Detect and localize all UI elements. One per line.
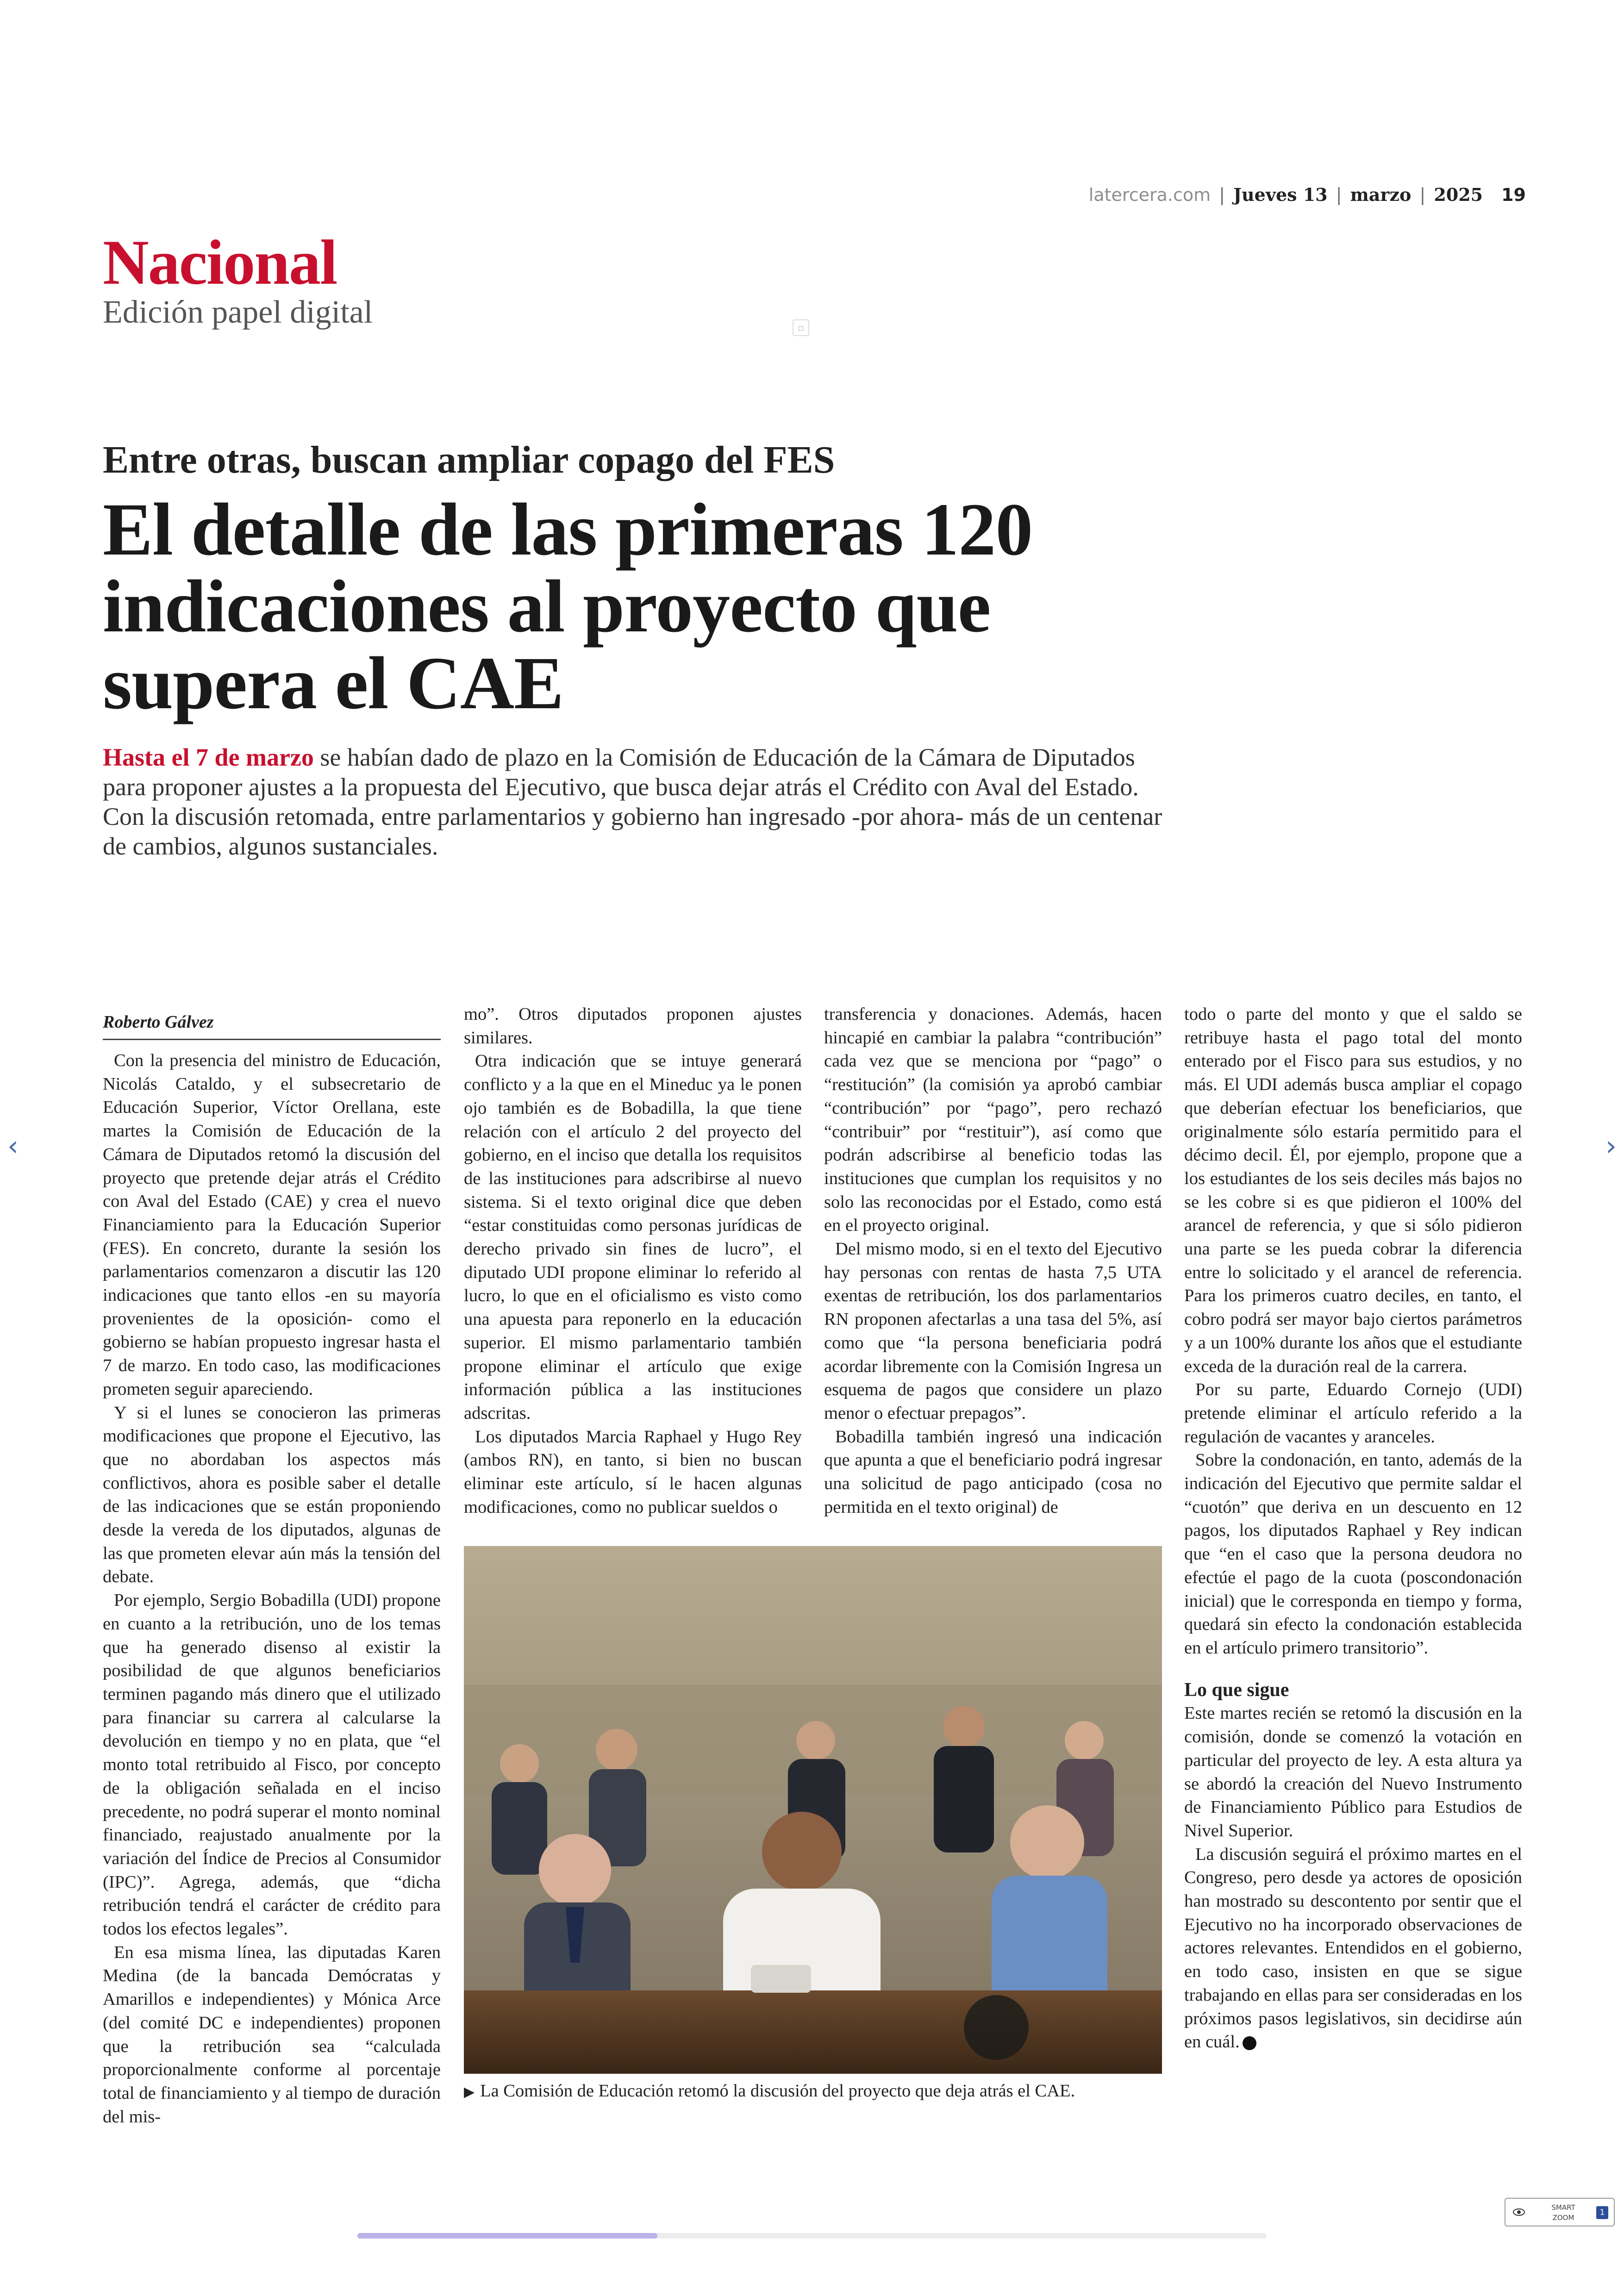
paragraph: mo”. Otros diputados proponen ajustes similares. — [464, 1004, 802, 1048]
page-number: 19 — [1501, 185, 1526, 205]
committee-meeting-photo — [464, 1546, 1162, 2074]
smart-zoom-button[interactable] — [1505, 2198, 1615, 2226]
image-placeholder-icon: ▫ — [793, 319, 809, 336]
article-kicker: Entre otras, buscan ampliar copago del FES — [103, 438, 835, 481]
paragraph: Este martes recién se retomó la discusión en la comisión, donde se comenzó la votación en particular del proyecto de ley. A esta altura ya se abordó la creación del Nuevo Instrumento de Financiamiento Público para Estudios de Nivel Superior. — [1184, 1703, 1522, 1840]
previous-page-button[interactable]: ‹ — [7, 1130, 19, 1162]
caption-text: La Comisión de Educación retomó la discusión del proyecto que deja atrás el CAE. — [480, 2081, 1075, 2101]
scroll-progress-bar[interactable] — [357, 2233, 1267, 2239]
next-page-button[interactable]: › — [1605, 1130, 1617, 1162]
lede-highlight: Hasta el 7 de marzo — [103, 743, 314, 771]
section-subtitle: Edición papel digital — [103, 294, 373, 330]
paragraph: Los diputados Marcia Raphael y Hugo Rey (ambos RN), en tanto, si bien no buscan eliminar este artículo, sí le hacen algunas modificaciones, como no publicar sueldos o — [464, 1427, 802, 1517]
final-paragraph-text: La discusión seguirá el próximo martes en el Congreso, pero desde ya actores de oposición han mostrado su descontento por sentir que el Ejecutivo no ha incorporado observaciones de actores relevantes. Entendidos en el gobierno, en todo caso, insisten en que se sigue trabajando en ellas para ser consideradas en los próximos pasos legislativos, sin decidirse aún en cuál. — [1184, 1844, 1522, 2052]
paragraph: Con la presencia del ministro de Educación, Nicolás Cataldo, y el subsecretario de Educación Superior, Víctor Orellana, este martes la Comisión de Educación de la Cámara de Diputados retomó la discusión del proyecto que pretende dejar atrás el Crédito con Aval del Estado (CAE) y crea el nuevo Financiamiento para la Educación Superior (FES). En concreto, durante la sesión los parlamentarios comenzaron a discutir las 120 indicaciones que tanto ellos -en su mayoría provenientes de la oposición- como el gobierno se habían propuesto ingresar hasta el 7 de marzo. En todo caso, las modificaciones prometen seguir apareciendo. — [103, 1051, 441, 1399]
paragraph — [1184, 1843, 1522, 2054]
end-of-article-mark — [1243, 2036, 1256, 2050]
paragraph: transferencia y donaciones. Además, hacen hincapié en cambiar la palabra “contribución” cada vez que se menciona por “pago” o “restitución” (la comisión ya aprobó cambiar “contribución” por “pago”, pero rechazó “contribuir” por “restituir”), así como que podrán adscribirse al beneficio todas las instituciones que cumplan los requisitos y no solo las reconocidas por el Estado, como está en el proyecto original. — [824, 1004, 1162, 1235]
issue-year: 2025 — [1434, 184, 1483, 205]
paragraph: Por ejemplo, Sergio Bobadilla (UDI) propone en cuanto a la retribución, uno de los temas que ha generado disenso al existir la posibilidad de que algunos beneficiarios terminen pagando más dinero que el utilizado para financiar su carrera al calcularse la devolución en tiempo y no en plata, que “el monto total retribuido al Fisco, por concepto de la obligación señalada en el inciso precedente, no podrá superar el monto nominal financiado, reajustado anualmente por la variación del Índice de Precios al Consumidor (IPC)”. Agrega, además, que “dicha retribución tendrá el carácter de crédito para todos los efectos legales”. — [103, 1590, 441, 1939]
article-column-1 — [103, 1049, 441, 2128]
smart-zoom-label-line1: SMART — [1551, 2203, 1575, 2212]
article-photo — [464, 1546, 1162, 2074]
article-headline: El detalle de las primeras 120 indicaciones al proyecto que supera el CAE — [103, 488, 1033, 725]
smart-zoom-count: 1 — [1596, 2206, 1608, 2219]
caption-triangle-icon: ▶ — [464, 2084, 475, 2100]
issue-day: Jueves 13 — [1233, 184, 1328, 205]
paragraph: Del mismo modo, si en el texto del Ejecutivo hay personas con rentas de hasta 7,5 UTA exentas de retribución, los dos parlamentarios RN proponen afectarlas a una tasa del 5%, así como que “la persona beneficiaria podrá acordar libremente con la Comisión Ingresa un esquema de pagos que considere un plazo menor o efectuar prepagos”. — [824, 1239, 1162, 1423]
byline: Roberto Gálvez — [103, 1012, 441, 1040]
paragraph: todo o parte del monto y que el saldo se retribuye hasta el pago total del monto enterado por el Fisco para sus estudios, y no más. El UDI además busca ampliar el copago que deberían efectuar los beneficiarios, que originalmente sólo estaría permitido para el décimo decil. Él, por ejemplo, propone que a los estudiantes de los seis deciles más bajos no se les cobre si es que pidieron el 100% del arancel de referencia, y que si sólo pidieron una parte se les pueda cobrar la diferencia entre lo solicitado y el arancel de referencia. Para los primeros cuatro deciles, en tanto, el cobro podrá ser mayor bajo ciertos parámetros y a un 100% durante los años que el estudiante exceda de la duración real de la carrera. — [1184, 1004, 1522, 1376]
article-column-3 — [824, 1003, 1162, 1519]
paragraph: Y si el lunes se conocieron las primeras modificaciones que propone el Ejecutivo, las que no abordaban los aspectos más conflictivos, ahora es posible saber el detalle de las indicaciones que se están proponiendo desde la vereda de los diputados, algunas de las que prometen elevar aún más la tensión del debate. — [103, 1403, 441, 1587]
lede-text: se habían dado de plazo en la Comisión de Educación de la Cámara de Diputados para proponer ajustes a la propuesta del Ejecutivo, que busca dejar atrás el Crédito con Aval del Estado. Con la discusión retomada, entre parlamentarios y gobierno han ingresado -por ahora- más de un centenar de cambios, algunos sustanciales. — [103, 743, 1162, 860]
smart-zoom-label-line2: ZOOM — [1552, 2214, 1574, 2222]
issue-meta: latercera.com | Jueves 13 | marzo | 2025 19 — [1088, 184, 1526, 205]
paragraph: En esa misma línea, las diputadas Karen Medina (de la bancada Demócratas y Amarillos e independientes) y Mónica Arce (del comité DC e independientes) proponen que la retribución sea “calculada proporcionalmente conforme al porcentaje total de financiamiento y al tiempo de duración del mis- — [103, 1942, 441, 2127]
article-column-4 — [1184, 1003, 1522, 2054]
paragraph: Bobadilla también ingresó una indicación que apunta a que el beneficiario podrá ingresar una solicitud de pago anticipado (cosa no permitida en el texto original) de — [824, 1427, 1162, 1517]
paragraph: Por su parte, Eduardo Cornejo (UDI) pretende eliminar el artículo referido a la regulación de vacantes y aranceles. — [1184, 1380, 1522, 1447]
subheading: Lo que sigue — [1184, 1679, 1289, 1701]
issue-month: marzo — [1350, 184, 1412, 205]
article-column-2 — [464, 1003, 802, 1519]
article-lede — [103, 742, 1177, 861]
eye-icon — [1512, 2205, 1526, 2219]
paragraph: Sobre la condonación, en tanto, además de la indicación del Ejecutivo que permite saldar el “cuotón” que deriva en un descuento en 12 pagos, los diputados Raphael y Rey indican que “en el caso que la persona deudora no efectúe el pago de la cuota (poscondonación inicial) que le corresponda en tiempo y forma, quedará sin efecto la condonación establecida en el artículo primero transitorio”. — [1184, 1450, 1522, 1658]
scroll-progress-fill — [357, 2233, 657, 2239]
photo-caption — [464, 2079, 1162, 2104]
site-name: latercera.com — [1088, 185, 1211, 205]
smart-zoom-label — [1543, 2202, 1584, 2223]
paragraph: Otra indicación que se intuye generará conflicto y a la que en el Mineduc ya le ponen ojo también es de Bobadilla, la que tiene relación con el artículo 2 del proyecto del gobierno, en el inciso que detalla los requisitos de las instituciones para adscribirse al nuevo sistema. Si el texto original dice que deben “estar constituidas como personas jurídicas de derecho privado sin fines de lucro”, el diputado UDI propone eliminar lo referido al lucro, lo que en el oficialismo es visto como una apuesta para reponerlo en la educación superior. El mismo parlamentario también propone eliminar el artículo que exige información pública a las instituciones adscritas. — [464, 1051, 802, 1423]
section-title: Nacional — [103, 227, 337, 298]
